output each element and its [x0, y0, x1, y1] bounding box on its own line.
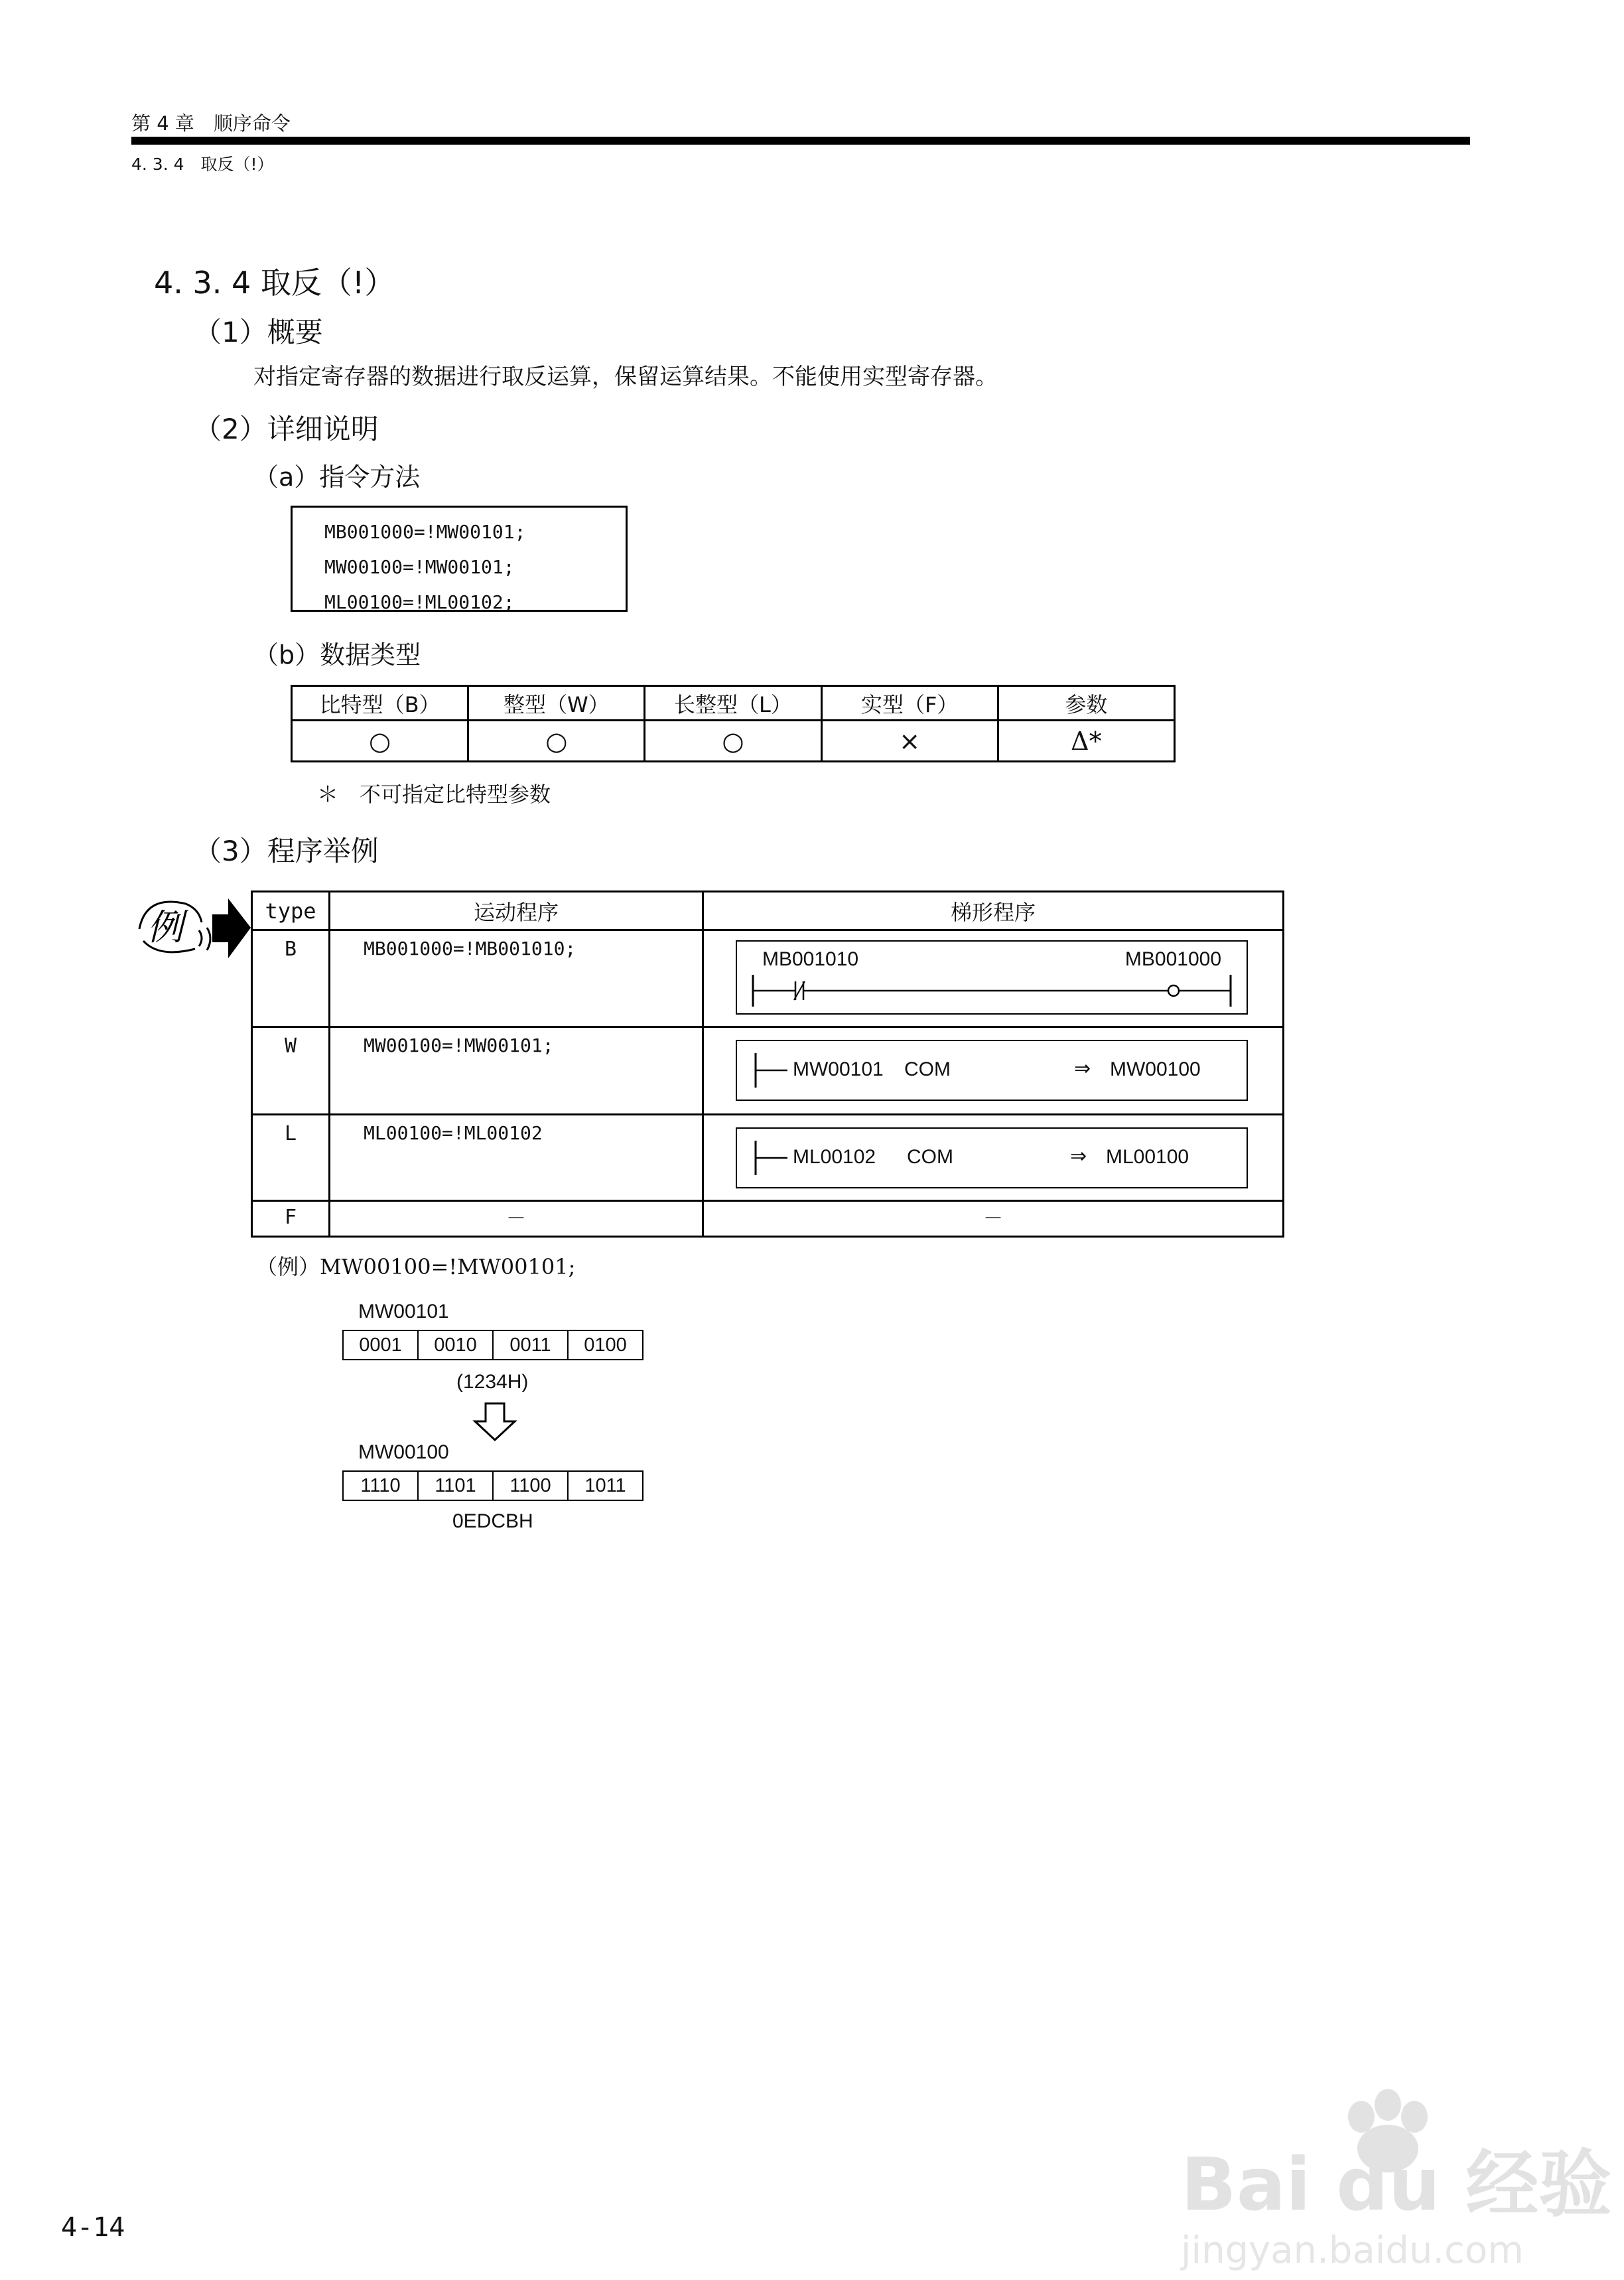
ladder-source: ML00102: [793, 1146, 876, 1168]
row-type: W: [252, 1027, 330, 1115]
bit-cell: 0100: [567, 1330, 643, 1360]
datatype-header-row: [292, 686, 1175, 721]
section-title: 4. 3. 4 取反（!）: [154, 265, 395, 301]
header-rule: [131, 137, 1470, 145]
section-header: 4. 3. 4 取反（!）: [131, 155, 274, 174]
row-type: F: [252, 1201, 330, 1237]
datatype-table: [291, 685, 1176, 762]
ladder-dest: ML00100: [1106, 1146, 1189, 1168]
datatype-header: 比特型（B）: [292, 686, 468, 721]
watermark-url: jingyan.baidu.com: [1181, 2229, 1524, 2272]
bit-cell: 0011: [492, 1330, 569, 1360]
baidu-watermark-logo: [1174, 2070, 1612, 2272]
before-hex: (1234H): [456, 1371, 529, 1393]
row-program: MB001000=!MB001010;: [330, 930, 703, 1027]
after-bit-row: [342, 1470, 643, 1501]
ladder-diagram: [736, 1040, 1248, 1101]
instruction-line: MB001000=!MW00101;: [324, 521, 526, 543]
instruction-line: ML00100=!ML00102;: [324, 591, 515, 613]
datatype-value: Δ*: [998, 721, 1174, 762]
instruction-box: [291, 506, 628, 612]
bit-cell: 1101: [417, 1470, 494, 1501]
row-ladder: －: [703, 1201, 1284, 1237]
ladder-rung: [737, 1041, 790, 1100]
ladder-source: MW00101: [793, 1058, 884, 1080]
example-table: [251, 891, 1284, 1238]
row-type: B: [252, 930, 330, 1027]
table-row: [252, 930, 1284, 1027]
ladder-op: COM: [904, 1058, 951, 1080]
bit-cell: 0001: [342, 1330, 419, 1360]
ladder-diagram: [736, 940, 1248, 1015]
ladder-contact-label: MB001010: [762, 948, 859, 970]
overview-text: 对指定寄存器的数据进行取反运算，保留运算结果。不能使用实型寄存器。: [253, 364, 998, 390]
details-heading: （2）详细说明: [194, 413, 379, 445]
example-caption: （例）MW00100=!MW00101;: [256, 1254, 576, 1279]
example-header-row: [252, 892, 1284, 930]
row-ladder: [703, 1115, 1284, 1201]
ladder-rung: [737, 1129, 790, 1187]
datatype-header: 整型（W）: [468, 686, 645, 721]
bit-cell: 1011: [567, 1470, 643, 1501]
instruction-heading: （a）指令方法: [253, 463, 421, 492]
row-program: －: [330, 1201, 703, 1237]
col-header-type: type: [252, 892, 330, 930]
bit-cell: 1100: [492, 1470, 569, 1501]
bit-cell: 0010: [417, 1330, 494, 1360]
ladder-coil-label: MB001000: [1124, 948, 1221, 970]
col-header-motion: 运动程序: [330, 892, 703, 930]
example-icon: [133, 889, 252, 969]
overview-heading: （1）概要: [194, 316, 323, 348]
example-icon-label: 例: [147, 906, 183, 948]
row-type: L: [252, 1115, 330, 1201]
table-row: [252, 1115, 1284, 1201]
before-bit-row: [342, 1330, 643, 1360]
before-register-label: MW00101: [358, 1301, 449, 1322]
datatype-value: ○: [468, 721, 645, 762]
row-ladder: [703, 1027, 1284, 1115]
ladder-arrow: ⇒: [1070, 1145, 1087, 1168]
ladder-op: COM: [907, 1146, 953, 1168]
chapter-header: 第 4 章 顺序命令: [131, 112, 291, 135]
datatype-header: 参数: [998, 686, 1174, 721]
table-row: [252, 1201, 1284, 1237]
after-register-label: MW00100: [358, 1441, 449, 1463]
instruction-line: MW00100=!MW00101;: [324, 556, 515, 578]
datatype-value-row: [292, 721, 1175, 762]
row-program: ML00100=!ML00102: [330, 1115, 703, 1201]
after-hex: 0EDCBH: [452, 1510, 533, 1532]
datatype-heading: （b）数据类型: [253, 640, 421, 670]
down-arrow-icon: [472, 1401, 517, 1443]
col-header-ladder: 梯形程序: [703, 892, 1284, 930]
datatype-note: ＊ 不可指定比特型参数: [317, 782, 551, 807]
row-program: MW00100=!MW00101;: [330, 1027, 703, 1115]
table-row: [252, 1027, 1284, 1115]
datatype-value: ○: [292, 721, 468, 762]
ladder-arrow: ⇒: [1074, 1057, 1091, 1080]
datatype-header: 实型（F）: [821, 686, 998, 721]
bit-cell: 1110: [342, 1470, 419, 1501]
row-ladder: [703, 930, 1284, 1027]
datatype-value: ○: [645, 721, 821, 762]
watermark-brand: Bai du 经验: [1181, 2142, 1612, 2227]
ladder-rung: [737, 942, 1247, 1013]
datatype-header: 长整型（L）: [645, 686, 821, 721]
example-heading: （3）程序举例: [194, 835, 379, 867]
datatype-value: ×: [821, 721, 998, 762]
ladder-diagram: [736, 1127, 1248, 1188]
ladder-dest: MW00100: [1110, 1058, 1201, 1080]
page-number: 4-14: [61, 2212, 125, 2243]
